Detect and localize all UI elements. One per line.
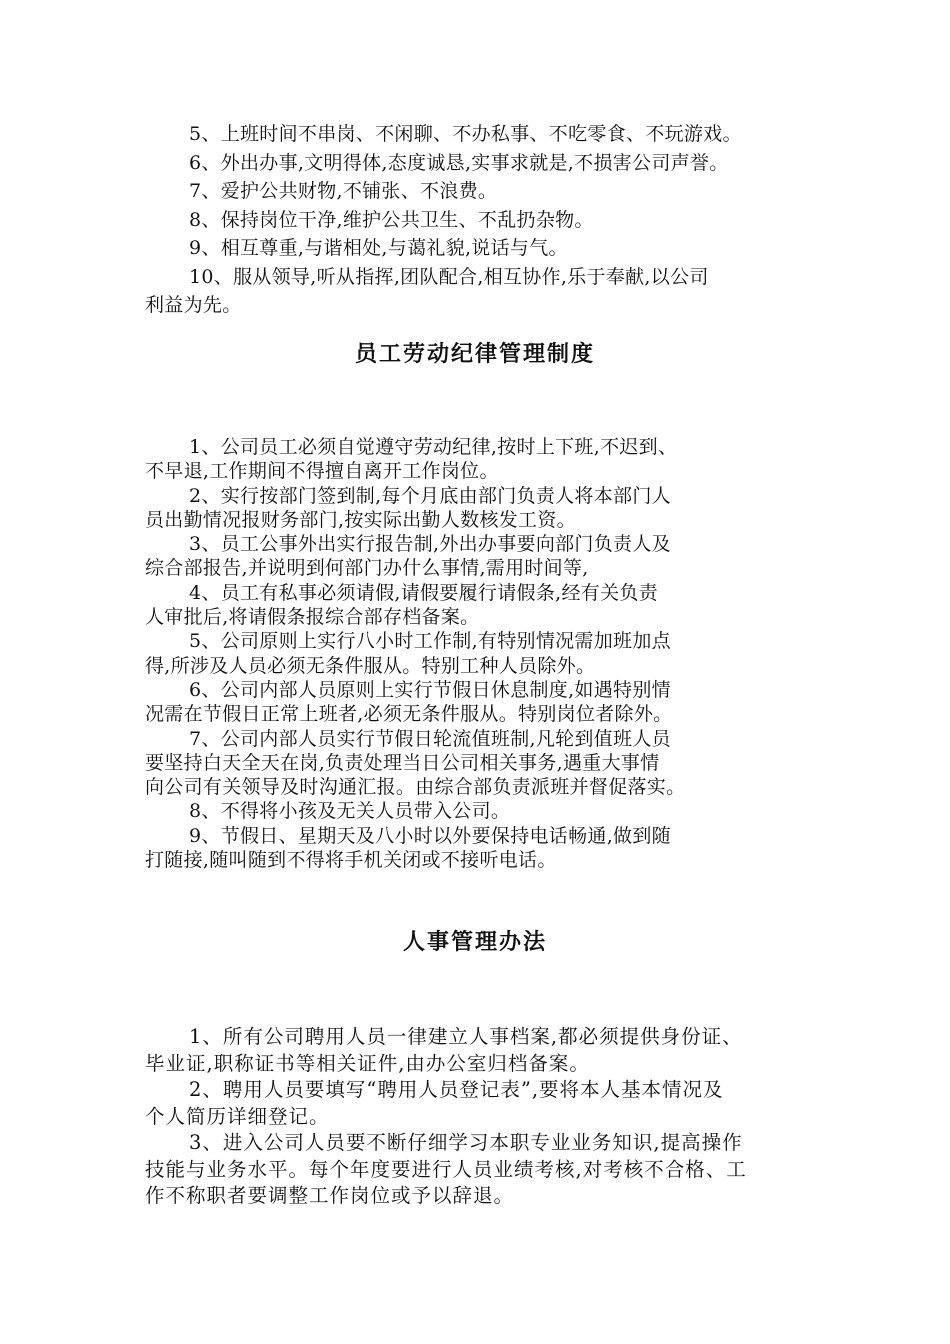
rule-line: 综合部报告,并说明到何部门办什么事情,需用时间等,: [145, 557, 589, 580]
section-title-labor-discipline: 员工劳动纪律管理制度: [354, 341, 595, 367]
rule-line: 得,所涉及人员必须无条件服从。特别工种人员除外。: [145, 654, 596, 677]
rule-line: 5、上班时间不串岗、不闲聊、不办私事、不吃零食、不玩游戏。: [189, 123, 742, 145]
rule-line: 3、进入公司人员要不断仔细学习本职专业业务知识,提高操作: [189, 1131, 743, 1154]
rule-line: 8、不得将小孩及无关人员带入公司。: [189, 800, 511, 823]
section-title-personnel: 人事管理办法: [402, 929, 547, 955]
rule-line: 个人简历详细登记。: [145, 1104, 330, 1128]
rule-line: 9、节假日、星期天及八小时以外要保持电话畅通,做到随: [189, 824, 671, 847]
rule-line: 7、爱护公共财物,不铺张、不浪费。: [189, 180, 498, 202]
rule-line: 作不称职者要调整工作岗位或予以辞退。: [145, 1184, 515, 1207]
rule-line: 况需在节假日正常上班者,必须无条件服从。特别岗位者除外。: [145, 703, 673, 726]
rule-line: 7、公司内部人员实行节假日轮流值班制,凡轮到值班人员: [189, 727, 671, 750]
rule-line: 5、公司原则上实行八小时工作制,有特别情况需加班加点: [189, 630, 671, 653]
labor-discipline-body: [145, 435, 685, 872]
rule-line: 打随接,随叫随到不得将手机关闭或不接听电话。: [145, 849, 557, 872]
personnel-body: [145, 1024, 747, 1210]
conduct-rules-continued: [145, 120, 742, 320]
rule-line: 人审批后,将请假条报综合部存档备案。: [145, 606, 480, 629]
rule-line: 1、公司员工必须自觉遵守劳动纪律,按时上下班,不迟到、: [189, 436, 678, 458]
rule-line: 4、员工有私事必须请假,请假要履行请假条,经有关负责: [189, 581, 658, 604]
rule-line: 9、相互尊重,与谐相处,与蔼礼貌,说话与气。: [189, 237, 568, 259]
rule-line: 1、所有公司聘用人员一律建立人事档案,都必须提供身份证、: [189, 1025, 743, 1048]
rule-line: 毕业证,职称证书等相关证件,由办公室归档备案。: [145, 1051, 590, 1075]
rule-line: 2、实行按部门签到制,每个月底由部门负责人将本部门人: [189, 484, 671, 507]
rule-line: 员出勤情况报财务部门,按实际出勤人数核发工资。: [145, 508, 576, 531]
rule-line: 利益为先。: [145, 294, 242, 316]
rule-line: 10、服从领导,听从指挥,团队配合,相互协作,乐于奉献,以公司: [189, 265, 709, 288]
rule-line: 3、员工公事外出实行报告制,外出办事要向部门负责人及: [189, 533, 671, 556]
rule-line: 2、聘用人员要填写“聘用人员登记表”,要将本人基本情况及: [189, 1078, 724, 1101]
rule-line: 不早退,工作期间不得擅自离开工作岗位。: [145, 460, 499, 483]
rule-line: 6、公司内部人员原则上实行节假日休息制度,如遇特别情: [189, 678, 671, 701]
rule-line: 8、保持岗位干净,维护公共卫生、不乱扔杂物。: [189, 208, 594, 231]
rule-line: 向公司有关领导及时沟通汇报。由综合部负责派班并督促落实。: [145, 776, 686, 799]
rule-line: 技能与业务水平。每个年度要进行人员业绩考核,对考核不合格、工: [145, 1157, 747, 1181]
rule-line: 6、外出办事,文明得体,态度诚恳,实事求就是,不损害公司声誉。: [189, 151, 729, 174]
rule-line: 要坚持白天全天在岗,负责处理当日公司相关事务,遇重大事情: [145, 751, 660, 774]
